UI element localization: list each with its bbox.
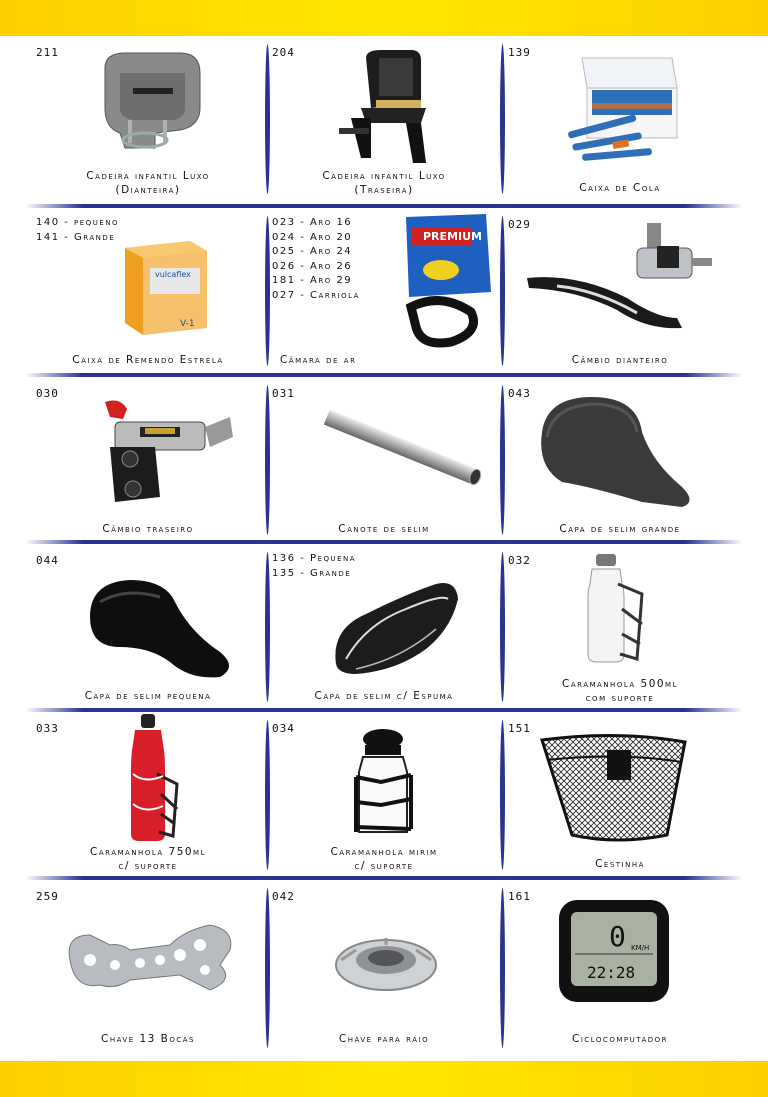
- product-name-line: Caramanhola 750ml: [90, 846, 206, 858]
- product-cell: [30, 544, 266, 712]
- catalog-row: [30, 208, 738, 376]
- product-code: 030: [36, 387, 59, 400]
- product-cell: [30, 712, 266, 880]
- product-name-line: Caramanhola mirim: [330, 846, 438, 858]
- catalog-row: [30, 377, 738, 545]
- product-code: 181 - Aro 29: [272, 275, 353, 286]
- product-code: 029: [508, 218, 531, 231]
- product-name: Câmbio dianteiro: [571, 354, 669, 366]
- product-name-line: Cadeira infantil Luxo: [322, 170, 446, 182]
- bottom-yellow-band: [0, 1061, 768, 1097]
- top-yellow-band: [0, 0, 768, 36]
- product-cell: [502, 712, 738, 880]
- front-derailleur-image: [517, 218, 717, 338]
- wrench-13-image: [60, 915, 240, 1005]
- product-code: 026 - Aro 26: [272, 260, 353, 272]
- spoke-wrench-image: [331, 920, 441, 1000]
- child-seat-rear-image: [321, 48, 451, 168]
- product-name: Chave para raio: [338, 1033, 430, 1045]
- basket-image: [537, 730, 697, 850]
- product-cell: [30, 36, 266, 204]
- product-code: 044: [36, 554, 59, 567]
- product-name: Caixa de Remendo Estrela: [72, 354, 224, 366]
- product-code: 027 - Carriola: [272, 289, 360, 301]
- product-name-line: com suporte: [585, 692, 655, 704]
- product-name: [266, 845, 502, 873]
- product-codes: [272, 552, 356, 581]
- product-code: 023 - Aro 16: [272, 217, 353, 228]
- display-speed: 0: [609, 920, 626, 953]
- product-name: Canote de selim: [338, 523, 430, 535]
- product-name-line: c/ suporte: [118, 860, 178, 872]
- catalog-row: [30, 36, 738, 204]
- product-cell: [502, 544, 738, 712]
- product-cell: [266, 544, 502, 712]
- product-name: Câmara de ar: [280, 354, 357, 366]
- bottle-mirim-image: [351, 727, 431, 842]
- product-catalog: [30, 36, 738, 1061]
- product-code: 259: [36, 890, 59, 903]
- patch-box-image: [115, 233, 215, 343]
- product-name: Cestinha: [595, 858, 645, 870]
- product-code: 034: [272, 722, 295, 735]
- product-code: 043: [508, 387, 531, 400]
- foam-seat-cover-image: [326, 579, 466, 679]
- product-cell: [502, 377, 738, 545]
- bottle-500ml-image: [582, 554, 662, 669]
- product-cell: [266, 712, 502, 880]
- product-codes: [36, 216, 119, 245]
- catalog-row: [30, 712, 738, 880]
- product-name-line: Cadeira infantil Luxo: [86, 170, 210, 182]
- product-cell: [266, 208, 502, 376]
- product-codes: [272, 216, 360, 303]
- cyclocomputer-image: [557, 898, 672, 1008]
- product-name: [30, 845, 266, 873]
- product-name: Caixa de Cola: [579, 182, 661, 194]
- catalog-row: [30, 880, 738, 1058]
- product-code: 042: [272, 890, 295, 903]
- product-code: 211: [36, 46, 59, 59]
- seatpost-image: [316, 397, 486, 497]
- product-name: Chave 13 Bocas: [100, 1033, 196, 1045]
- product-code: 141 - Grande: [36, 231, 116, 243]
- product-code: 161: [508, 890, 531, 903]
- glue-box-image: [552, 48, 692, 168]
- catalog-row: [30, 544, 738, 712]
- product-code: 024 - Aro 20: [272, 231, 353, 243]
- box-label: V-1: [180, 319, 195, 329]
- pack-label: PREMIUM: [423, 230, 482, 243]
- product-name-line: c/ suporte: [354, 860, 414, 872]
- product-cell: [502, 208, 738, 376]
- product-name: [502, 677, 738, 705]
- product-cell: [30, 208, 266, 376]
- product-cell: [502, 880, 738, 1048]
- child-seat-front-image: [85, 48, 215, 158]
- product-name: Capa de selim grande: [559, 523, 681, 535]
- product-code: 135 - Grande: [272, 567, 352, 579]
- inner-tube-image: [401, 212, 496, 352]
- product-name: Capa de selim c/ Espuma: [314, 690, 454, 702]
- product-code: 031: [272, 387, 295, 400]
- product-cell: [266, 36, 502, 204]
- product-name: Ciclocomputador: [571, 1033, 668, 1045]
- product-name: [30, 169, 266, 197]
- product-code: 136 - Pequena: [272, 553, 357, 564]
- product-code: 025 - Aro 24: [272, 246, 353, 257]
- product-name-line: Caramanhola 500ml: [562, 678, 678, 690]
- product-cell: [30, 880, 266, 1048]
- product-code: 151: [508, 722, 531, 735]
- product-name: Capa de selim pequena: [84, 690, 212, 702]
- display-unit: KM/H: [631, 944, 650, 952]
- product-cell: [266, 377, 502, 545]
- display-time: 22:28: [587, 963, 636, 982]
- product-cell: [30, 377, 266, 545]
- product-name: Câmbio traseiro: [102, 523, 194, 535]
- product-name: [266, 169, 502, 197]
- product-cell: [502, 36, 738, 204]
- rear-derailleur-image: [85, 397, 235, 507]
- product-code: 139: [508, 46, 531, 59]
- product-name-line: (Traseira): [354, 184, 414, 196]
- product-code: 140 - pequeno: [36, 217, 119, 228]
- bottle-750ml-image: [125, 714, 195, 844]
- large-seat-cover-image: [532, 392, 702, 512]
- box-brand: vulcaflex: [155, 270, 191, 279]
- product-code: 033: [36, 722, 59, 735]
- product-code: 204: [272, 46, 295, 59]
- product-code: 032: [508, 554, 531, 567]
- product-cell: [266, 880, 502, 1048]
- product-name-line: (Dianteira): [115, 184, 181, 196]
- small-seat-cover-image: [80, 562, 240, 682]
